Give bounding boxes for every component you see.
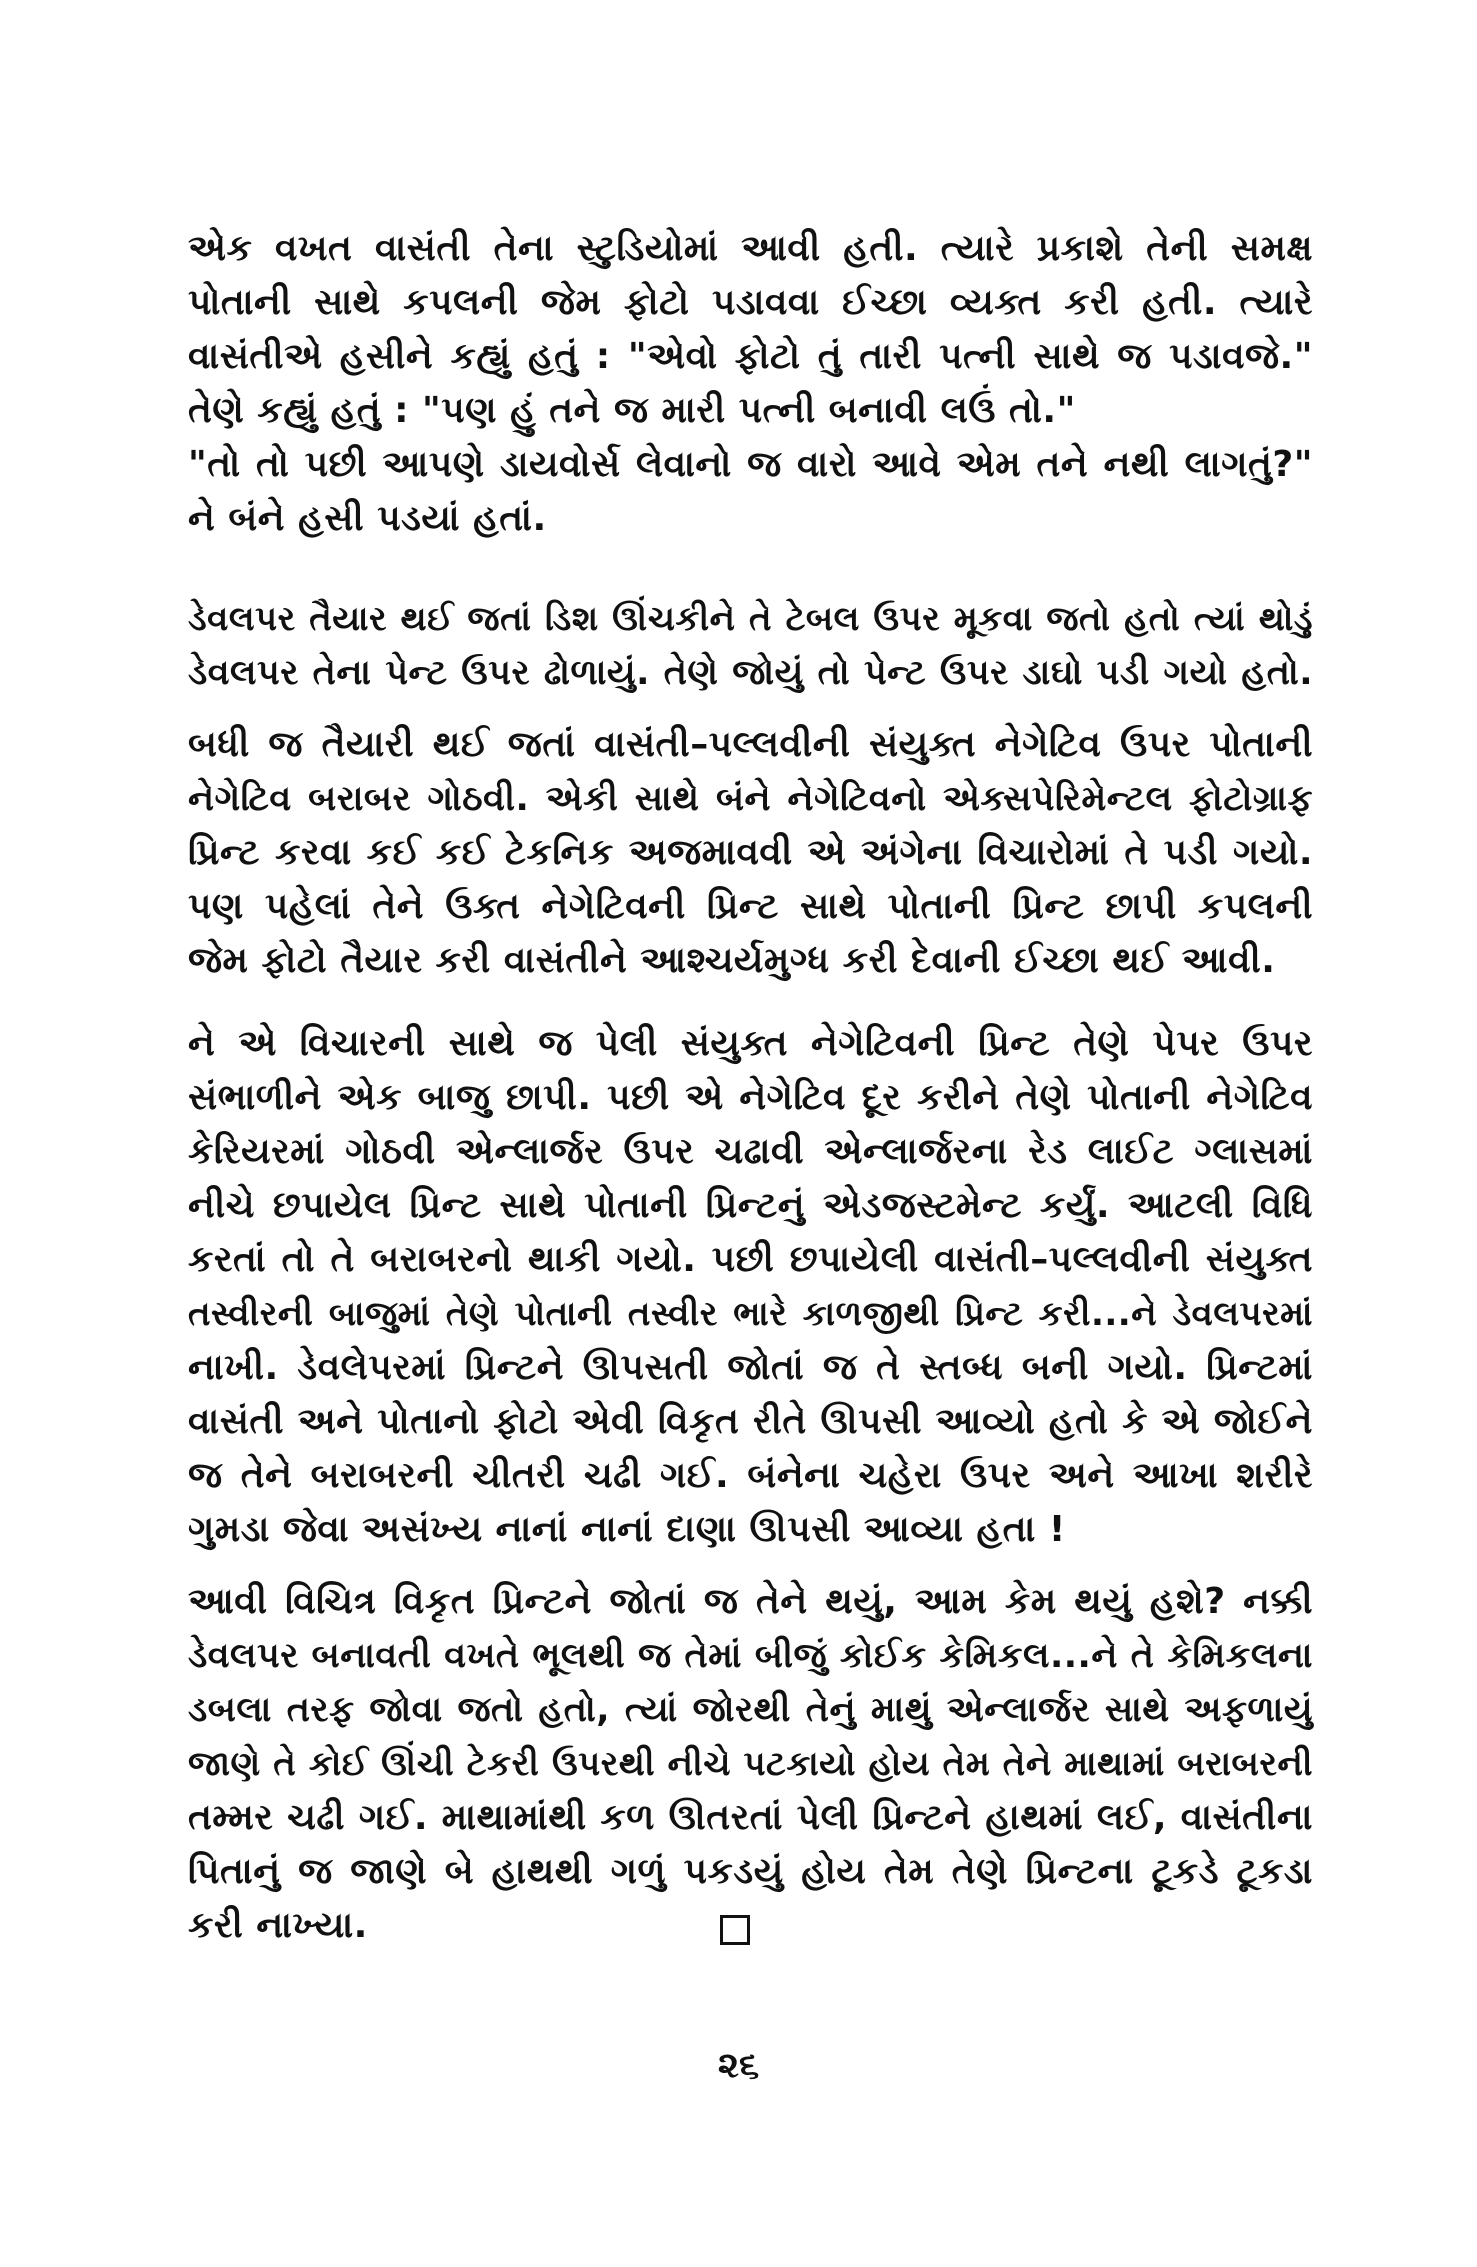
text-line: કેરિયરમાં ગોઠવી એન્લાર્જર ઉપર ચઢાવી એન્લાર્જરના રેડ લાઈટ ગ્લાસમાં	[188, 1131, 1313, 1172]
text-line: તમ્મર ચઢી ગઈ. માથામાંથી કળ ઊતરતાં પેલી પ્રિન્ટને હાથમાં લઈ, વાસંતીના	[188, 1797, 1313, 1838]
text-line: વાસંતી અને પોતાનો ફોટો એવી વિકૃત રીતે ઊપસી આવ્યો હતો કે એ જોઈને	[188, 1401, 1313, 1442]
text-line: બધી જ તૈયારી થઈ જતાં વાસંતી–પલ્લવીની સંયુક્ત નેગેટિવ ઉપર પોતાની	[188, 724, 1313, 765]
text-line: "તો તો પછી આપણે ડાયવોર્સ લેવાનો જ વારો આવે એમ તને નથી લાગતું?"	[188, 444, 1313, 485]
text-line: જ તેને બરાબરની ચીતરી ચઢી ગઈ. બંનેના ચહેરા ઉપર અને આખા શરીરે	[188, 1455, 1313, 1496]
text-line: એક વખત વાસંતી તેના સ્ટુડિયોમાં આવી હતી. ત્યારે પ્રકાશે તેની સમક્ષ	[188, 228, 1313, 269]
text-line: આવી વિચિત્ર વિકૃત પ્રિન્ટને જોતાં જ તેને થયું, આમ કેમ થયું હશે? નક્કી	[188, 1581, 1313, 1622]
text-line: ડેવલપર તેના પેન્ટ ઉપર ઢોળાયું. તેણે જોયું તો પેન્ટ ઉપર ડાઘો પડી ગયો હતો.	[188, 653, 1313, 693]
paragraph-4	[188, 1017, 1313, 1557]
text-line: સંભાળીને એક બાજુ છાપી. પછી એ નેગેટિવ દૂર કરીને તેણે પોતાની નેગેટિવ	[188, 1077, 1313, 1118]
text-line: પ્રિન્ટ કરવા કઈ કઈ ટેકનિક અજમાવવી એ અંગેના વિચારોમાં તે પડી ગયો.	[188, 832, 1313, 873]
text-line: ડબલા તરફ જોવા જતો હતો, ત્યાં જોરથી તેનું માથું એન્લાર્જર સાથે અફળાયું	[188, 1690, 1313, 1730]
text-line: ડેવલપર તૈયાર થઈ જતાં ડિશ ઊંચકીને તે ટેબલ ઉપર મૂકવા જતો હતો ત્યાં થોડું	[188, 599, 1313, 639]
text-line: પોતાની સાથે કપલની જેમ ફોટો પડાવવા ઈચ્છા વ્યક્ત કરી હતી. ત્યારે	[188, 282, 1313, 323]
text-line: નેગેટિવ બરાબર ગોઠવી. એકી સાથે બંને નેગેટિવનો એક્સપેરિમેન્ટલ ફોટોગ્રાફ	[188, 779, 1313, 819]
paragraph-5	[188, 1575, 1313, 1953]
page-number: ૨૬	[717, 2045, 760, 2086]
text-line: ને બંને હસી પડયાં હતાં.	[188, 498, 547, 539]
paragraph-3	[188, 718, 1313, 988]
text-line: પણ પહેલાં તેને ઉક્ત નેગેટિવની પ્રિન્ટ સાથે પોતાની પ્રિન્ટ છાપી કપલની	[188, 886, 1313, 927]
text-line: કરતાં તો તે બરાબરનો થાકી ગયો. પછી છપાયેલી વાસંતી–પલ્લવીની સંયુક્ત	[188, 1239, 1313, 1280]
text-line: ડેવલપર બનાવતી વખતે ભૂલથી જ તેમાં બીજું કોઈક કેમિકલ...ને તે કેમિકલના	[188, 1636, 1313, 1676]
text-line: જેમ ફોટો તૈયાર કરી વાસંતીને આશ્ચર્યમુગ્ધ કરી દેવાની ઈચ્છા થઈ આવી.	[188, 940, 1276, 981]
text-line: કરી નાખ્યા.	[188, 1905, 368, 1946]
text-line: તેણે કહ્યું હતું : "પણ હું તને જ મારી પત્ની બનાવી લઉં તો."	[188, 390, 1076, 431]
text-line: તસ્વીરની બાજુમાં તેણે પોતાની તસ્વીર ભારે કાળજીથી પ્રિન્ટ કરી...ને ડેવલપરમાં	[188, 1294, 1313, 1334]
text-line: પિતાનું જ જાણે બે હાથથી ગળું પકડયું હોય તેમ તેણે પ્રિન્ટના ટૂકડે ટૂકડા	[188, 1851, 1313, 1892]
paragraph-1	[188, 222, 1313, 546]
end-square-icon	[720, 1915, 750, 1945]
text-line: નાખી. ડેવલેપરમાં પ્રિન્ટને ઊપસતી જોતાં જ તે સ્તબ્ધ બની ગયો. પ્રિન્ટમાં	[188, 1347, 1313, 1388]
text-line: નીચે છપાયેલ પ્રિન્ટ સાથે પોતાની પ્રિન્ટનું એડજસ્ટમેન્ટ કર્યું. આટલી વિધિ	[188, 1185, 1313, 1226]
text-line: ગુમડા જેવા અસંખ્ય નાનાં નાનાં દાણા ઊપસી આવ્યા હતા !	[188, 1509, 1066, 1550]
paragraph-2	[188, 592, 1313, 700]
text-line: વાસંતીએ હસીને કહ્યું હતું : "એવો ફોટો તું તારી પત્ની સાથે જ પડાવજે."	[188, 336, 1313, 377]
text-line: જાણે તે કોઈ ઊંચી ટેકરી ઉપરથી નીચે પટકાયો હોય તેમ તેને માથામાં બરાબરની	[188, 1744, 1313, 1784]
text-line: ને એ વિચારની સાથે જ પેલી સંયુક્ત નેગેટિવની પ્રિન્ટ તેણે પેપર ઉપર	[188, 1023, 1313, 1064]
